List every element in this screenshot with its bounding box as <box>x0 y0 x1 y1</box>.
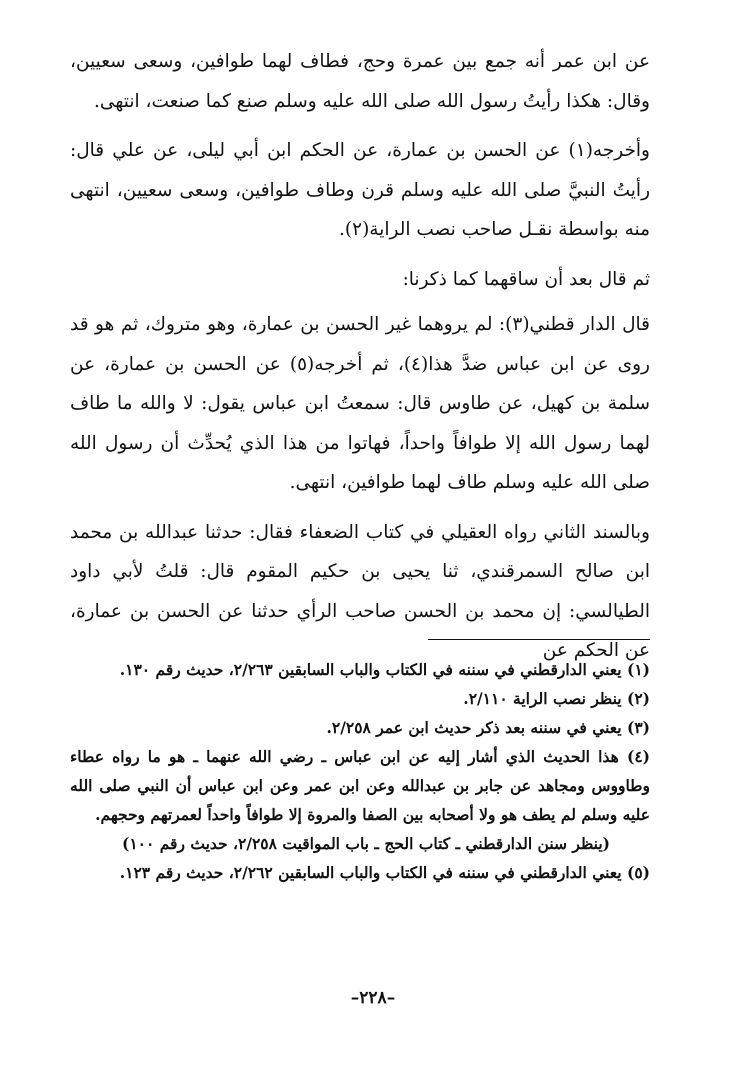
footnote-1: (١) يعني الدارقطني في سننه في الكتاب والباب السابقين ٢/٢٦٣، حديث رقم ١٣٠. <box>119 660 650 679</box>
footnote-2: (٢) ينظر نصب الراية ٢/١١٠. <box>463 689 650 708</box>
footnote-5: (٥) يعني الدارقطني في سننه في الكتاب والباب السابقين ٢/٢٦٢، حديث رقم ١٢٣. <box>119 863 650 882</box>
footnote-4-reference: (ينظر سنن الدارقطني ـ كتاب الحج ـ باب المواقيت ٢/٢٥٨، حديث رقم ١٠٠) <box>122 834 610 853</box>
paragraph-4: قال الدار قطني(٣): لم يروهما غير الحسن بن عمارة، وهو متروك، ثم هو قد روى عن ابن عباس ضدَّ هذا(٤)، ثم أخرجه(٥) عن الحسن بن عمارة، عن سلمة بن كهيل، عن طاوس قال: سمعتُ ابن عباس يقول: لا والله ما طاف لهما رسول الله إلا طوافاً واحداً، فهاتوا من هذا الذي يُحدِّث أن رسول الله صلى الله عليه وسلم طاف لهما طوافين، انتهى. <box>70 314 650 493</box>
page-number: –٢٢٨– <box>350 988 396 1008</box>
main-text <box>70 42 650 681</box>
paragraph-1: عن ابن عمر أنه جمع بين عمرة وحج، فطاف لهما طوافين، وسعى سعيين، وقال: هكذا رأيتُ رسول الله صلى الله عليه وسلم صنع كما صنعت، انتهى. <box>70 51 650 112</box>
footnote-divider <box>428 639 650 640</box>
footnote-3: (٣) يعني في سننه بعد ذكر حديث ابن عمر ٢/٢٥٨. <box>326 718 650 737</box>
footnotes <box>70 655 650 887</box>
paragraph-3: ثم قال بعد أن ساقهما كما ذكرنا: <box>402 268 650 290</box>
footnote-4: (٤) هذا الحديث الذي أشار إليه عن ابن عباس ـ رضي الله عنهما ـ هو ما رواه عطاء وطاووس ومجاهد عن جابر بن عبدالله وعن ابن عمر وعن ابن عباس أن النبي صلى الله عليه وسلم لم يطف هو ولا أصحابه بين الصفا والمروة إلا طوافاً واحداً لعمرتهم وحجهم. <box>70 747 650 824</box>
paragraph-2: وأخرجه(١) عن الحسن بن عمارة، عن الحكم ابن أبي ليلى، عن علي قال: رأيتُ النبيَّ صلى الله عليه وسلم قرن وطاف طوافين، وسعى سعيين، انتهى منه بواسطة نقـل صاحب نصب الراية(٢). <box>70 140 650 240</box>
paragraph-5: وبالسند الثاني رواه العقيلي في كتاب الضعفاء فقال: حدثنا عبدالله بن محمد ابن صالح السمرقندي، ثنا يحيى بن حكيم المقوم قال: قلتُ لأبي داود الطيالسي: إن محمد بن الحسن صاحب الرأي حدثنا عن الحسن بن عمارة، عن الحكم عن <box>70 521 650 661</box>
